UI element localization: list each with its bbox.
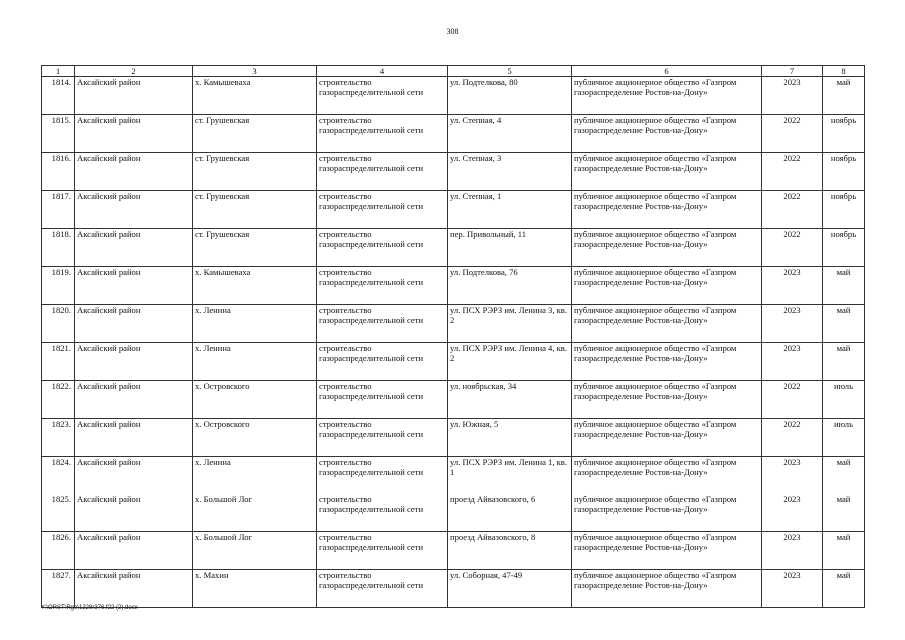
col-2-header: 2 [75, 66, 193, 77]
col-6-header: 6 [572, 66, 762, 77]
row-number: 1827. [42, 570, 75, 608]
address-cell: ул. Степная, 3 [448, 153, 572, 191]
district-cell: Аксайский район [75, 381, 193, 419]
table-row [42, 77, 865, 115]
year-cell: 2023 [762, 343, 823, 381]
row-number: 1815. [42, 115, 75, 153]
organization-cell: публичное акционерное общество «Газпром газораспределение Ростов-на-Дону» [572, 153, 762, 191]
year-cell: 2022 [762, 229, 823, 267]
work-type-cell: строительство газораспределительной сети [317, 153, 448, 191]
work-type-cell: строительство газораспределительной сети [317, 77, 448, 115]
month-cell: май [823, 343, 865, 381]
col-4-header: 4 [317, 66, 448, 77]
address-cell: ул. Подтелкова, 80 [448, 77, 572, 115]
organization-cell: публичное акционерное общество «Газпром газораспределение Ростов-на-Дону» [572, 532, 762, 570]
settlement-cell: х. Большой Лог [193, 494, 317, 532]
address-cell: пер. Привольный, 11 [448, 229, 572, 267]
settlement-cell: х. Камышеваха [193, 77, 317, 115]
work-type-cell: строительство газораспределительной сети [317, 457, 448, 495]
year-cell: 2023 [762, 457, 823, 495]
year-cell: 2022 [762, 191, 823, 229]
month-cell: ноябрь [823, 229, 865, 267]
settlement-cell: х. Ленина [193, 305, 317, 343]
district-cell: Аксайский район [75, 343, 193, 381]
col-8-header: 8 [823, 66, 865, 77]
district-cell: Аксайский район [75, 419, 193, 457]
page-number: 308 [446, 27, 459, 36]
work-type-cell: строительство газораспределительной сети [317, 419, 448, 457]
row-number: 1818. [42, 229, 75, 267]
district-cell: Аксайский район [75, 570, 193, 608]
settlement-cell: ст. Грушевская [193, 191, 317, 229]
settlement-cell: х. Островского [193, 381, 317, 419]
district-cell: Аксайский район [75, 191, 193, 229]
file-path-footer: Y:\ORST\Rgo\1228r376.f22 (2).docx [41, 605, 138, 611]
table-row [42, 457, 865, 495]
organization-cell: публичное акционерное общество «Газпром газораспределение Ростов-на-Дону» [572, 305, 762, 343]
district-cell: Аксайский район [75, 229, 193, 267]
organization-cell: публичное акционерное общество «Газпром газораспределение Ростов-на-Дону» [572, 343, 762, 381]
organization-cell: публичное акционерное общество «Газпром газораспределение Ростов-на-Дону» [572, 229, 762, 267]
month-cell: июль [823, 419, 865, 457]
address-cell: ул. ПСХ РЭРЗ им. Ленина 3, кв. 2 [448, 305, 572, 343]
work-type-cell: строительство газораспределительной сети [317, 570, 448, 608]
work-type-cell: строительство газораспределительной сети [317, 267, 448, 305]
month-cell: июль [823, 381, 865, 419]
organization-cell: публичное акционерное общество «Газпром газораспределение Ростов-на-Дону» [572, 191, 762, 229]
work-type-cell: строительство газораспределительной сети [317, 343, 448, 381]
year-cell: 2023 [762, 305, 823, 343]
row-number: 1820. [42, 305, 75, 343]
settlement-cell: ст. Грушевская [193, 115, 317, 153]
table-row [42, 305, 865, 343]
address-cell: ул. ПСХ РЭРЗ им. Ленина 1, кв. 1 [448, 457, 572, 495]
district-cell: Аксайский район [75, 457, 193, 495]
row-number: 1816. [42, 153, 75, 191]
month-cell: май [823, 267, 865, 305]
organization-cell: публичное акционерное общество «Газпром газораспределение Ростов-на-Дону» [572, 570, 762, 608]
row-number: 1817. [42, 191, 75, 229]
work-type-cell: строительство газораспределительной сети [317, 229, 448, 267]
row-number: 1823. [42, 419, 75, 457]
month-cell: ноябрь [823, 115, 865, 153]
table-row [42, 229, 865, 267]
col-3-header: 3 [193, 66, 317, 77]
col-5-header: 5 [448, 66, 572, 77]
address-cell: проезд Айвазовского, 6 [448, 494, 572, 532]
district-cell: Аксайский район [75, 153, 193, 191]
year-cell: 2022 [762, 419, 823, 457]
year-cell: 2023 [762, 532, 823, 570]
table-row [42, 343, 865, 381]
address-cell: ул. Южная, 5 [448, 419, 572, 457]
row-number: 1819. [42, 267, 75, 305]
organization-cell: публичное акционерное общество «Газпром газораспределение Ростов-на-Дону» [572, 419, 762, 457]
work-type-cell: строительство газораспределительной сети [317, 191, 448, 229]
year-cell: 2023 [762, 77, 823, 115]
settlement-cell: х. Ленина [193, 343, 317, 381]
address-cell: ул. Подтелкова, 76 [448, 267, 572, 305]
settlement-cell: х. Большой Лог [193, 532, 317, 570]
year-cell: 2022 [762, 115, 823, 153]
district-cell: Аксайский район [75, 494, 193, 532]
district-cell: Аксайский район [75, 267, 193, 305]
table-row [42, 381, 865, 419]
row-number: 1814. [42, 77, 75, 115]
settlement-cell: х. Островского [193, 419, 317, 457]
year-cell: 2023 [762, 570, 823, 608]
work-type-cell: строительство газораспределительной сети [317, 381, 448, 419]
table-row [42, 267, 865, 305]
table-row [42, 419, 865, 457]
settlement-cell: ст. Грушевская [193, 153, 317, 191]
column-number-row [42, 66, 865, 77]
month-cell: ноябрь [823, 191, 865, 229]
table-row [42, 191, 865, 229]
work-type-cell: строительство газораспределительной сети [317, 305, 448, 343]
month-cell: ноябрь [823, 153, 865, 191]
year-cell: 2022 [762, 153, 823, 191]
organization-cell: публичное акционерное общество «Газпром газораспределение Ростов-на-Дону» [572, 115, 762, 153]
address-cell: проезд Айвазовского, 8 [448, 532, 572, 570]
month-cell: май [823, 494, 865, 532]
address-cell: ул. Степная, 1 [448, 191, 572, 229]
district-cell: Аксайский район [75, 77, 193, 115]
table-row [42, 115, 865, 153]
address-cell: ул. Соборная, 47-49 [448, 570, 572, 608]
district-cell: Аксайский район [75, 115, 193, 153]
settlement-cell: х. Камышеваха [193, 267, 317, 305]
row-number: 1824. [42, 457, 75, 495]
settlement-cell: х. Ленина [193, 457, 317, 495]
organization-cell: публичное акционерное общество «Газпром газораспределение Ростов-на-Дону» [572, 381, 762, 419]
address-cell: ул. Степная, 4 [448, 115, 572, 153]
month-cell: май [823, 532, 865, 570]
organization-cell: публичное акционерное общество «Газпром газораспределение Ростов-на-Дону» [572, 494, 762, 532]
work-type-cell: строительство газораспределительной сети [317, 115, 448, 153]
row-number: 1821. [42, 343, 75, 381]
month-cell: май [823, 77, 865, 115]
col-7-header: 7 [762, 66, 823, 77]
table-row [42, 494, 865, 532]
month-cell: май [823, 570, 865, 608]
work-type-cell: строительство газораспределительной сети [317, 532, 448, 570]
objects-table [41, 65, 865, 608]
address-cell: ул. ноябрьская, 34 [448, 381, 572, 419]
month-cell: май [823, 457, 865, 495]
organization-cell: публичное акционерное общество «Газпром газораспределение Ростов-на-Дону» [572, 267, 762, 305]
organization-cell: публичное акционерное общество «Газпром газораспределение Ростов-на-Дону» [572, 457, 762, 495]
table-row [42, 570, 865, 608]
month-cell: май [823, 305, 865, 343]
year-cell: 2023 [762, 494, 823, 532]
work-type-cell: строительство газораспределительной сети [317, 494, 448, 532]
row-number: 1822. [42, 381, 75, 419]
col-1-header: 1 [42, 66, 75, 77]
address-cell: ул. ПСХ РЭРЗ им. Ленина 4, кв. 2 [448, 343, 572, 381]
table-row [42, 532, 865, 570]
year-cell: 2023 [762, 267, 823, 305]
district-cell: Аксайский район [75, 532, 193, 570]
district-cell: Аксайский район [75, 305, 193, 343]
table-body [42, 77, 865, 608]
settlement-cell: х. Махин [193, 570, 317, 608]
settlement-cell: ст. Грушевская [193, 229, 317, 267]
table-row [42, 153, 865, 191]
year-cell: 2022 [762, 381, 823, 419]
row-number: 1825. [42, 494, 75, 532]
row-number: 1826. [42, 532, 75, 570]
organization-cell: публичное акционерное общество «Газпром газораспределение Ростов-на-Дону» [572, 77, 762, 115]
